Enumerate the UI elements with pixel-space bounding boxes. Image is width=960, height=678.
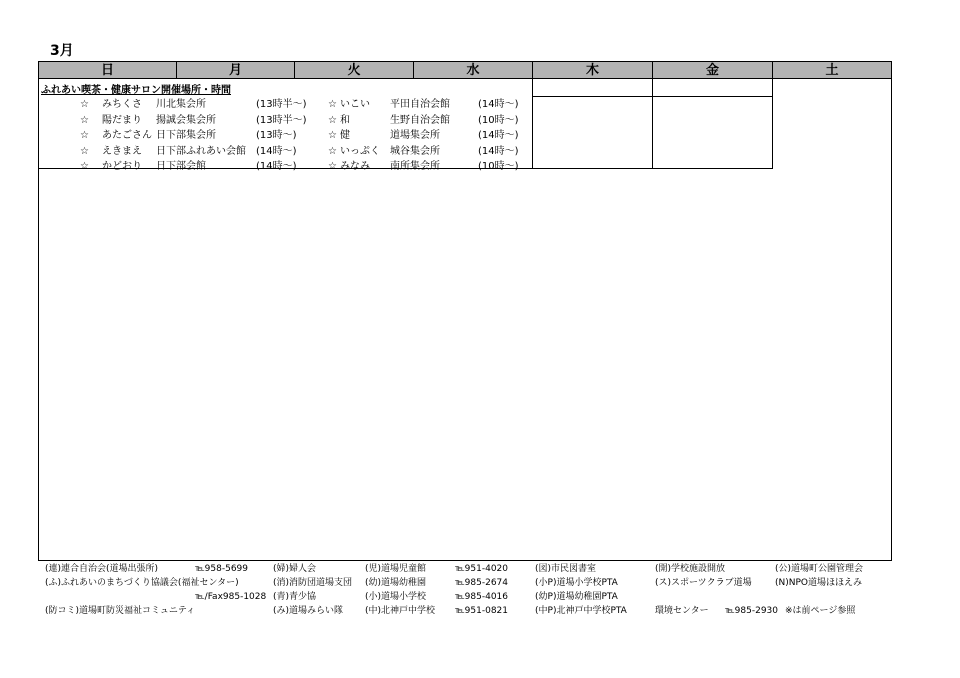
legend-entry: (図)市民図書室: [535, 564, 597, 574]
venue-mark: ☆: [80, 145, 89, 157]
legend-entry: ℡985-2674: [455, 578, 508, 588]
venue-time: (14時～): [256, 145, 297, 157]
venue-place: 城谷集会所: [390, 145, 440, 157]
venue-name: 陽だまり: [102, 114, 142, 126]
day-number-blank: [533, 79, 652, 97]
legend-entry: (中)北神戸中学校: [365, 606, 436, 616]
legend-entry: (消)消防団道場支団: [273, 578, 353, 588]
venue-time: (10時～): [478, 114, 519, 126]
venue-place: 川北集会所: [156, 99, 206, 110]
legend-entry: (開)学校施設開放: [655, 564, 726, 574]
venue-mark: ☆: [328, 145, 337, 157]
legend-entry: 環境センター: [655, 606, 709, 616]
venue-time: (14時～): [478, 145, 519, 157]
venue-time: (14時～): [256, 161, 297, 172]
venue-info: [38, 78, 532, 171]
weekday-header-tue: 火: [295, 62, 414, 79]
legend-entry: ℡/Fax985-1028: [195, 592, 267, 602]
venue-place: 日下部会館: [156, 161, 206, 172]
legend-entry: (公)道場町公園管理会: [775, 564, 864, 574]
legend-entry: ℡958-5699: [195, 564, 248, 574]
legend-entry: (み)道場みらい隊: [273, 606, 344, 616]
weekday-header-sat: 土: [773, 62, 891, 79]
legend-entry: (青)青少協: [273, 592, 317, 602]
calendar-cell-empty: [653, 79, 773, 169]
venue-time: (10時～): [478, 161, 519, 172]
legend-entry: ℡985-4016: [455, 592, 508, 602]
venue-name: みなみ: [340, 161, 370, 172]
venue-mark: ☆: [80, 99, 89, 110]
legend-entry: (幼P)道場幼稚園PTA: [535, 592, 618, 602]
legend-entry: ※は前ページ参照: [785, 606, 856, 616]
weekday-header-fri: 金: [653, 62, 773, 79]
venue-place: 日下部集会所: [156, 130, 216, 141]
venue-name: みちくさ: [102, 99, 142, 110]
venue-place: 南所集会所: [390, 161, 440, 172]
venue-place: 平田自治会館: [390, 99, 450, 110]
legend-entry: (防コミ)道場町防災福祉コミュニティ: [45, 606, 196, 616]
month-label: 3月: [50, 43, 74, 59]
venue-name: 和: [340, 114, 350, 126]
venue-name: いっぷく: [340, 145, 380, 157]
legend-entry: (N)NPO道場ほほえみ: [775, 578, 862, 588]
legend-entry: (児)道場児童館: [365, 564, 427, 574]
weekday-header-mon: 月: [177, 62, 295, 79]
venue-time: (13時～): [256, 130, 297, 141]
venue-time: (13時半～): [256, 114, 307, 126]
venue-mark: ☆: [80, 161, 89, 172]
venue-name: えきまえ: [102, 145, 142, 157]
venue-name: かどおり: [102, 161, 142, 172]
legend-entry: (ふ)ふれあいのまちづくり協議会(福祉センター): [45, 578, 239, 588]
venue-mark: ☆: [328, 99, 337, 110]
legend-entry: (ス)スポーツクラブ道場: [655, 578, 752, 588]
legend-entry: (連)連合自治会(道場出張所): [45, 564, 159, 574]
venue-place: 生野自治会館: [390, 114, 450, 126]
venue-place: 揚誠会集会所: [156, 114, 216, 126]
venue-time: (14時～): [478, 130, 519, 141]
legend-entry: (幼)道場幼稚園: [365, 578, 427, 588]
legend-entry: ℡985-2930: [725, 606, 778, 616]
weekday-header-thu: 木: [533, 62, 653, 79]
venue-place: 日下部ふれあい会館: [156, 145, 246, 157]
venue-mark: ☆: [80, 114, 89, 126]
day-number-blank: [653, 79, 772, 97]
venue-name: 健: [340, 130, 350, 141]
venue-mark: ☆: [328, 114, 337, 126]
legend-entry: (小P)道場小学校PTA: [535, 578, 618, 588]
venue-mark: ☆: [80, 130, 89, 141]
venue-mark: ☆: [328, 161, 337, 172]
legend-entry: ℡951-4020: [455, 564, 508, 574]
venue-time: (14時～): [478, 99, 519, 110]
weekday-header-wed: 水: [414, 62, 533, 79]
legend-entry: ℡951-0821: [455, 606, 508, 616]
venue-name: あたごさん: [102, 130, 152, 141]
venue-time: (13時半～): [256, 99, 307, 110]
venue-mark: ☆: [328, 130, 337, 141]
venue-title: ふれあい喫茶・健康サロン開催場所・時間: [41, 85, 231, 96]
calendar-cell-empty: [533, 79, 653, 169]
venue-name: いこい: [340, 99, 370, 110]
legend-entry: (婦)婦人会: [273, 564, 317, 574]
venue-place: 道場集会所: [390, 130, 440, 141]
legend-entry: (中P)北神戸中学校PTA: [535, 606, 627, 616]
legend-entry: (小)道場小学校: [365, 592, 427, 602]
weekday-header-sun: 日: [39, 62, 177, 79]
